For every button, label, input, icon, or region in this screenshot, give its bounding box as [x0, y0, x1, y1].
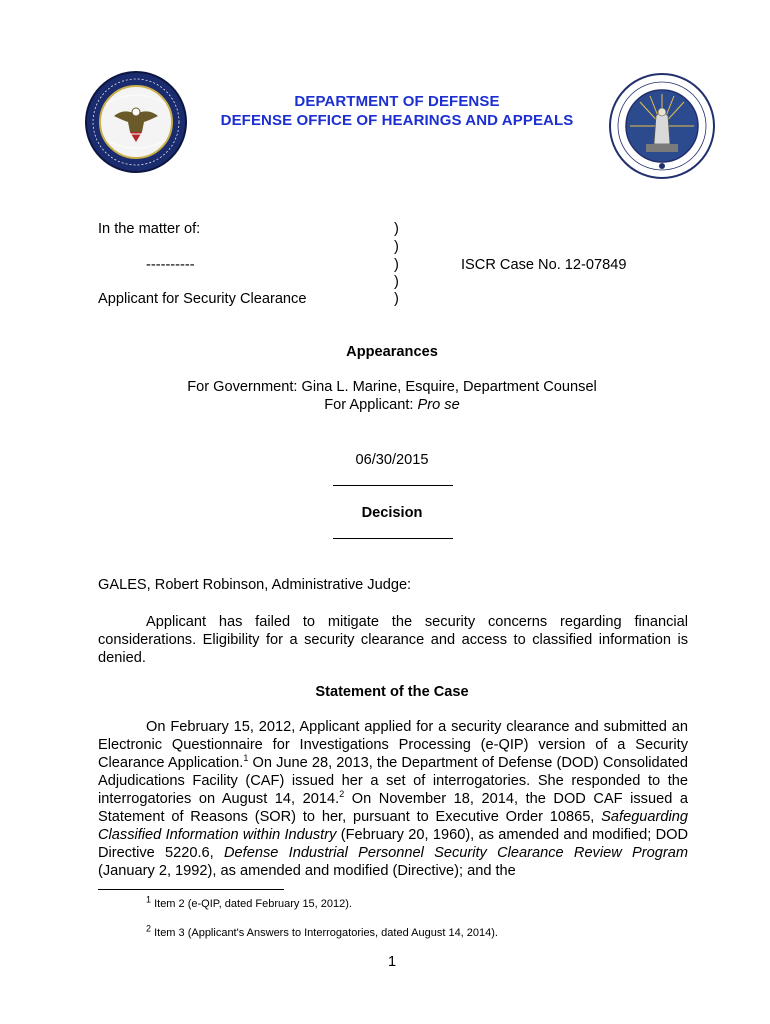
caption-paren: )	[394, 257, 399, 273]
case-number: ISCR Case No. 12-07849	[461, 257, 627, 273]
applicant-value: Pro se	[417, 397, 460, 413]
matter-label: In the matter of:	[98, 221, 201, 237]
statement-text-2: On June 28, 2013, the Department of Defense (DOD) Consolidated Adjudications Facility (CAF) issued her a set of interrogatories. She responded to the interrogatories on August 14, 2014.	[98, 755, 689, 807]
applicant-name: ----------	[146, 257, 195, 273]
footnote-2	[146, 923, 498, 939]
statement-italic-1: Safeguarding Classified Information within Industry	[98, 809, 688, 843]
appearances-heading: Appearances	[346, 344, 438, 360]
applicant-representation	[0, 397, 770, 413]
statement-text-5: (January 2, 1992), as amended and modified (Directive); and the	[98, 863, 516, 879]
caption-paren: )	[394, 239, 399, 255]
footnote-number: 2	[146, 923, 152, 934]
summary-text: Applicant has failed to mitigate the security concerns regarding financial considerations. Eligibility for a security clearance and access to classified information is denied.	[98, 614, 688, 666]
decision-date: 06/30/2015	[355, 452, 429, 468]
applicant-prefix: For Applicant:	[324, 397, 418, 413]
caption-paren: )	[394, 291, 399, 307]
footnote-1	[146, 894, 352, 910]
statement-text-1: On February 15, 2012, Applicant applied for a security clearance and submitted an Electronic Questionnaire for Investigations Processing (e-QIP) version of a Security Clearance Application.	[98, 719, 688, 771]
office-title: DEFENSE OFFICE OF HEARINGS AND APPEALS	[220, 112, 574, 129]
footnote-text: Item 2 (e-QIP, dated February 15, 2012).	[154, 898, 352, 910]
caption-paren: )	[394, 274, 399, 290]
divider	[333, 485, 453, 486]
applicant-role: Applicant for Security Clearance	[98, 291, 307, 307]
statement-heading: Statement of the Case	[315, 684, 469, 700]
government-counsel: For Government: Gina L. Marine, Esquire, Department Counsel	[187, 379, 597, 395]
statement-text-4: (February 20, 1960), as amended and modified; DOD Directive 5220.6,	[98, 827, 689, 861]
agency-title: DEPARTMENT OF DEFENSE	[294, 93, 500, 110]
dod-seal-icon	[84, 70, 188, 174]
decision-heading: Decision	[361, 505, 423, 521]
divider	[333, 538, 453, 539]
judge-line: GALES, Robert Robinson, Administrative Judge:	[98, 577, 412, 593]
footnote-ref-1[interactable]: 1	[243, 753, 249, 764]
footnote-ref-2[interactable]: 2	[339, 789, 345, 800]
footnote-text: Item 3 (Applicant's Answers to Interrogatories, dated August 14, 2014).	[154, 927, 498, 939]
footnote-divider	[98, 889, 284, 890]
summary-paragraph	[98, 613, 688, 667]
footnote-number: 1	[146, 894, 152, 905]
statement-paragraph	[98, 718, 688, 880]
statement-text-3: On November 18, 2014, the DOD CAF issued a Statement of Reasons (SOR) to her, pursuant to Executive Order 10865,	[98, 791, 688, 825]
caption-paren: )	[394, 221, 399, 237]
statement-italic-2: Defense Industrial Personnel Security Clearance Review Program	[224, 845, 688, 861]
dohe-seal-icon	[608, 72, 716, 180]
page-number: 1	[387, 954, 397, 970]
